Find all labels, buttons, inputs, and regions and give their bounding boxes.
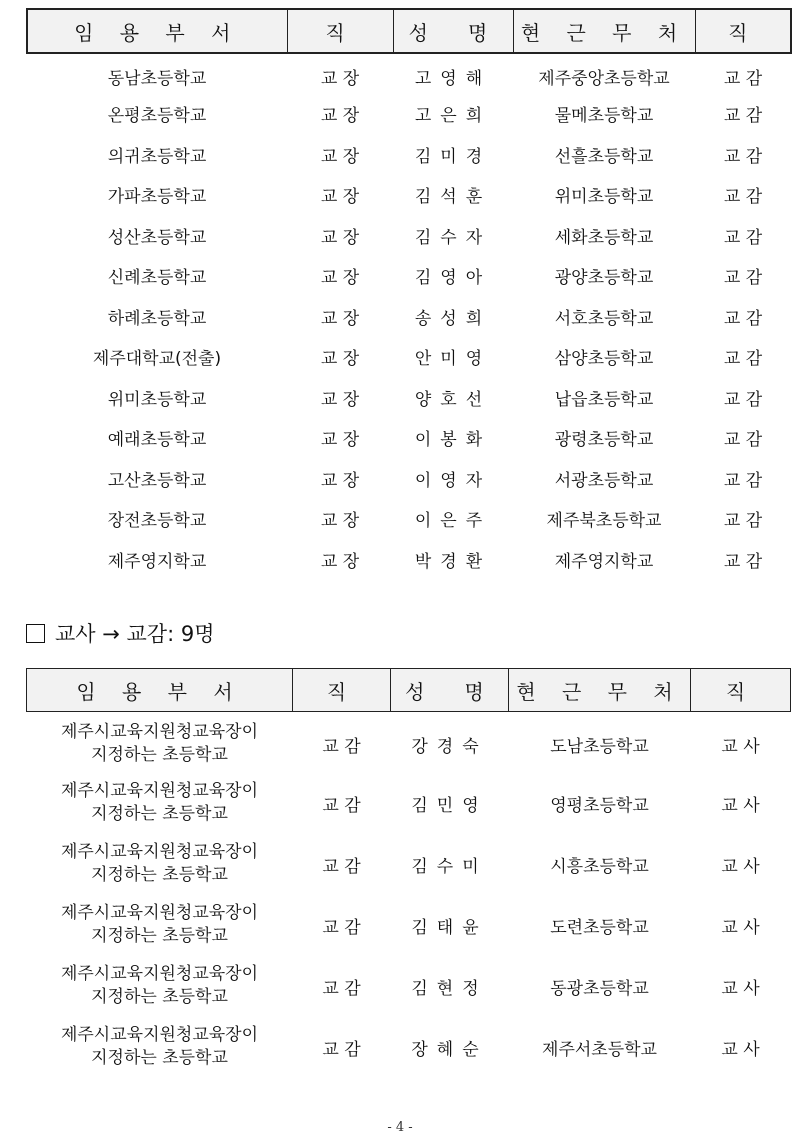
table-row (27, 956, 791, 1017)
table-row (27, 175, 791, 216)
cell-current-position: 교 감 (723, 187, 763, 208)
cell-name: 김민영 (411, 795, 488, 816)
cell-department: 제주대학교(전출) (92, 349, 222, 370)
table-body (27, 712, 791, 1078)
cell-position: 교 감 (322, 795, 361, 816)
department-line-2: 지정하는 초등학교 (91, 804, 228, 824)
cell-position: 교 장 (320, 308, 360, 329)
cell-current-position: 교 감 (723, 551, 763, 572)
cell-current-workplace: 광양초등학교 (554, 268, 654, 289)
cell-current-position: 교 사 (721, 978, 760, 999)
table-row (27, 458, 791, 499)
cell-current-workplace: 광령초등학교 (554, 430, 654, 451)
department-line-1: 제주시교육지원청교육장이 (60, 722, 259, 743)
department-line-2: 지정하는 초등학교 (91, 865, 228, 885)
table-row (27, 377, 791, 418)
cell-position: 교 감 (322, 736, 361, 757)
cell-name: 김석훈 (414, 187, 492, 208)
cell-position: 교 감 (322, 856, 361, 877)
cell-current-workplace: 도련초등학교 (550, 917, 649, 938)
cell-department (27, 773, 293, 834)
cell-department: 고산초등학교 (107, 470, 207, 491)
cell-current-position: 교 감 (723, 430, 763, 451)
cell-position: 교 장 (320, 227, 360, 248)
cell-name: 김영아 (414, 268, 492, 289)
table-row (27, 499, 791, 540)
cell-current-position: 교 사 (721, 736, 760, 757)
cell-department: 하례초등학교 (107, 308, 207, 329)
table-row (27, 94, 791, 135)
table-row (27, 134, 791, 175)
cell-current-position: 교 감 (723, 69, 763, 90)
cell-current-position: 교 사 (721, 795, 760, 816)
cell-current-position: 교 감 (723, 511, 763, 532)
cell-name: 고은희 (414, 106, 492, 127)
cell-current-workplace: 시흥초등학교 (550, 856, 649, 877)
department-line-1: 제주시교육지원청교육장이 (60, 1025, 259, 1045)
department-line-2: 지정하는 초등학교 (91, 987, 228, 1007)
cell-name: 김수미 (411, 856, 488, 877)
cell-current-position: 교 감 (723, 308, 763, 329)
cell-position: 교 장 (320, 551, 360, 572)
cell-current-position: 교 감 (723, 268, 763, 289)
table-header-row (27, 9, 791, 53)
cell-current-position: 교 사 (721, 1039, 760, 1060)
cell-current-position: 교 감 (723, 389, 763, 410)
vice-principal-appointment-table (26, 668, 791, 1078)
cell-department: 성산초등학교 (107, 227, 207, 248)
table-row (27, 256, 791, 297)
cell-name: 이봉화 (414, 430, 492, 451)
cell-current-workplace: 제주영지학교 (554, 551, 654, 572)
header-current-position: 직 (691, 669, 791, 712)
cell-position: 교 장 (320, 349, 360, 370)
cell-name: 장혜순 (411, 1039, 488, 1060)
table-row (27, 1017, 791, 1078)
cell-current-workplace: 동광초등학교 (550, 978, 649, 999)
cell-current-workplace: 서광초등학교 (554, 470, 654, 491)
cell-position: 교 장 (320, 470, 360, 491)
cell-position: 교 장 (320, 268, 360, 289)
table-row (27, 834, 791, 895)
cell-department (27, 712, 293, 773)
cell-name: 양호선 (414, 389, 492, 410)
header-department: 임 용 부 서 (27, 669, 293, 712)
section-heading-text: 교사 → 교감: 9명 (55, 622, 215, 646)
cell-current-position: 교 감 (723, 106, 763, 127)
cell-department: 의귀초등학교 (107, 146, 207, 167)
department-line-1: 제주시교육지원청교육장이 (60, 781, 259, 801)
cell-name: 강경숙 (411, 736, 488, 757)
table-row (27, 539, 791, 580)
cell-name: 김현정 (411, 978, 488, 999)
cell-current-position: 교 감 (723, 470, 763, 491)
cell-position: 교 감 (322, 1039, 361, 1060)
table-body (27, 53, 791, 580)
cell-department: 가파초등학교 (107, 187, 207, 208)
cell-position: 교 장 (320, 146, 360, 167)
cell-name: 안미영 (414, 349, 492, 370)
cell-department: 동남초등학교 (107, 69, 207, 90)
cell-position: 교 장 (320, 430, 360, 451)
header-current-workplace: 현 근 무 처 (509, 669, 691, 712)
principal-appointment-table (26, 8, 792, 580)
header-position: 직 (293, 669, 391, 712)
header-department: 임 용 부 서 (27, 9, 287, 53)
cell-name: 박경환 (414, 551, 492, 572)
cell-department: 신례초등학교 (107, 268, 207, 289)
cell-position: 교 장 (320, 106, 360, 127)
header-name: 성 명 (393, 9, 513, 53)
cell-current-workplace: 제주북초등학교 (546, 511, 662, 532)
cell-name: 김태윤 (411, 917, 488, 938)
header-position: 직 (287, 9, 393, 53)
cell-name: 이영자 (414, 470, 492, 491)
cell-department (27, 895, 293, 956)
header-current-workplace: 현 근 무 처 (513, 9, 695, 53)
cell-department: 장전초등학교 (107, 511, 207, 532)
checkbox-square-icon (26, 624, 45, 643)
cell-department: 온평초등학교 (107, 106, 207, 127)
table-row (27, 53, 791, 94)
cell-position: 교 장 (320, 511, 360, 532)
cell-department: 제주영지학교 (107, 551, 207, 572)
cell-position: 교 장 (320, 389, 360, 410)
cell-position: 교 감 (322, 917, 361, 938)
cell-current-workplace: 삼양초등학교 (554, 349, 654, 370)
header-current-position: 직 (695, 9, 791, 53)
department-line-1: 제주시교육지원청교육장이 (60, 964, 259, 984)
cell-current-workplace: 납읍초등학교 (554, 389, 654, 410)
cell-current-workplace: 물메초등학교 (554, 106, 654, 127)
table-row (27, 215, 791, 256)
cell-position: 교 장 (320, 69, 360, 90)
table-row (27, 337, 791, 378)
table-row (27, 296, 791, 337)
cell-name: 고영해 (414, 69, 492, 90)
cell-current-workplace: 세화초등학교 (554, 227, 654, 248)
cell-current-workplace: 제주중앙초등학교 (538, 69, 670, 90)
table-row (27, 773, 791, 834)
cell-name: 이은주 (414, 511, 492, 532)
cell-position: 교 감 (322, 978, 361, 999)
cell-current-workplace: 서호초등학교 (554, 308, 654, 329)
cell-current-position: 교 감 (723, 349, 763, 370)
cell-name: 김미경 (414, 146, 492, 167)
department-line-1: 제주시교육지원청교육장이 (60, 903, 259, 923)
department-line-2: 지정하는 초등학교 (91, 926, 228, 946)
table-row (27, 712, 791, 773)
cell-current-workplace: 선흘초등학교 (554, 146, 654, 167)
cell-department: 예래초등학교 (107, 430, 207, 451)
table-row (27, 418, 791, 459)
cell-department: 위미초등학교 (107, 389, 207, 410)
cell-name: 송성희 (414, 308, 492, 329)
department-line-2: 지정하는 초등학교 (91, 745, 228, 766)
cell-department (27, 834, 293, 895)
table-row (27, 895, 791, 956)
cell-name: 김수자 (414, 227, 492, 248)
department-line-2: 지정하는 초등학교 (91, 1048, 228, 1068)
cell-current-workplace: 위미초등학교 (554, 187, 654, 208)
section-heading (26, 618, 215, 648)
page-number: - 4 - (387, 1120, 413, 1135)
cell-department (27, 1017, 293, 1078)
cell-current-workplace: 제주서초등학교 (542, 1039, 657, 1060)
cell-department (27, 956, 293, 1017)
cell-current-position: 교 사 (721, 917, 760, 938)
department-line-1: 제주시교육지원청교육장이 (60, 842, 259, 862)
cell-current-position: 교 감 (723, 146, 763, 167)
header-name: 성 명 (391, 669, 509, 712)
cell-current-workplace: 도남초등학교 (550, 736, 649, 757)
cell-current-position: 교 사 (721, 856, 760, 877)
cell-current-position: 교 감 (723, 227, 763, 248)
table-header-row (27, 669, 791, 712)
cell-current-workplace: 영평초등학교 (550, 795, 649, 816)
cell-position: 교 장 (320, 187, 360, 208)
